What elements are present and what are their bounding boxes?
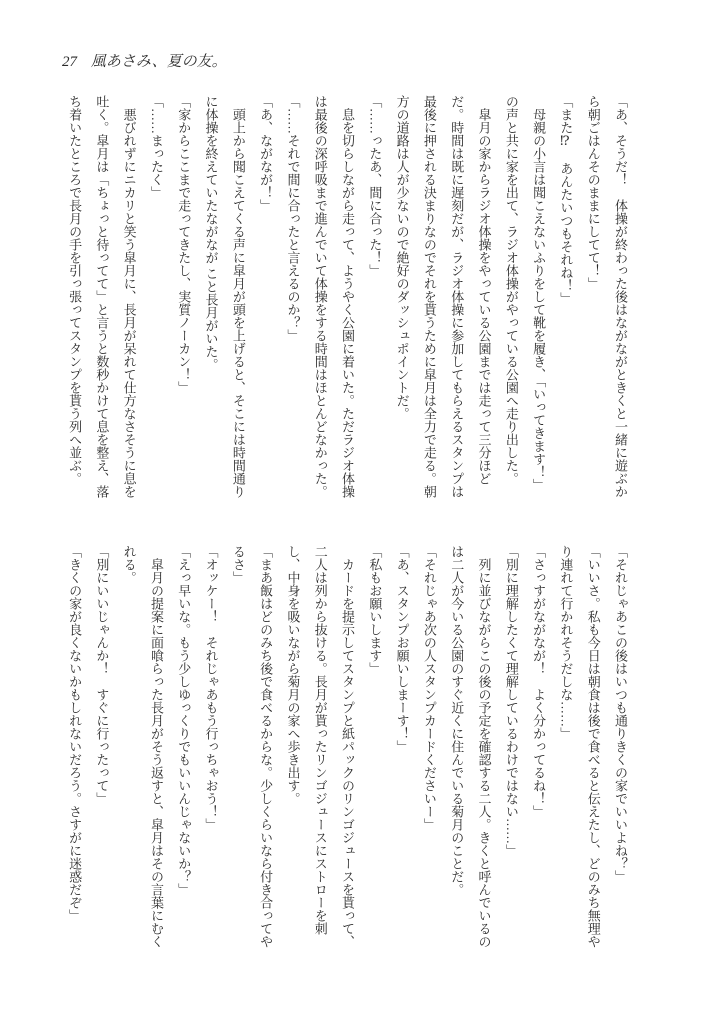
running-header	[62, 50, 227, 71]
text-line: 皐月の家からラジオ体操をやっている公園までは走って三分ほど	[476, 108, 492, 485]
page-number: 27	[62, 54, 77, 70]
text-line: 「えっ早いな。もう少しゆっくりでもいいんじゃないか？」	[176, 545, 192, 896]
text-line: の声と共に家を出て、ラジオ体操がやっている公園へ走り出した。	[503, 95, 519, 485]
text-line: 「別に理解したくて理解しているわけではない……」	[503, 545, 519, 857]
text-line: 「……それで間に合ったと言えるのか？」	[285, 95, 301, 342]
text-line: 「別にいいじゃんか！ すぐに行ったって」	[94, 545, 110, 805]
text-line: 「私もお願いします」	[367, 545, 383, 675]
text-line: 「きくの家が良くないかもしれないだろう。さすがに迷惑だぞ」	[67, 545, 83, 922]
text-line: ち着いたところで長月の手を引っ張ってスタンプを貰う列へ並ぶ。	[67, 95, 83, 485]
chapter-title: 風あさみ、夏の友。	[90, 54, 227, 70]
text-line: ら朝ごはんそのままにしてて！」	[585, 95, 601, 290]
text-line: 「それじゃあ次の人スタンプカードくださいー」	[421, 545, 437, 831]
text-line: 「あ、ながなが！」	[258, 95, 274, 212]
top-text-block	[60, 95, 634, 525]
text-line: 息を切らしながら走って、ようやく公園に着いた。ただラジオ体操	[340, 108, 356, 498]
text-line: れる。	[121, 545, 137, 584]
text-line: 列に並びながらこの後の予定を確認する二人。きくと呼んでいるの	[476, 558, 492, 948]
text-line: 頭上から聞こえてくる声に皐月が頭を上げると、そこには時間通り	[230, 108, 246, 498]
text-line: は最後の深呼吸まで進んでいて体操をする時間はほとんどなかった。	[312, 95, 328, 498]
text-line: し、中身を吸いながら菊月の家へ歩き出す。	[285, 545, 301, 805]
text-line: るさ」	[230, 545, 246, 584]
text-line: 「あ、そうだ！ 体操が終わった後はながながときくと一緒に遊ぶか	[613, 95, 628, 498]
text-line: り連れて行かれそうだしな……」	[558, 545, 574, 740]
text-line: 「さっすがながなが！ よく分かってるね！」	[531, 545, 547, 818]
text-line: 「あ、スタンプお願いしまーす！」	[394, 545, 410, 753]
text-line: 「オッケー！ それじゃあもう行っちゃおう！」	[203, 545, 219, 831]
text-line: 「……ったあ、間に合った！」	[367, 95, 383, 277]
text-line: 皐月の提案に面喰らった長月がそう返すと、皐月はその言葉にむく	[148, 558, 164, 948]
text-line: 「家からここまで走ってきたし、実質ノーカン！」	[176, 95, 192, 394]
text-line: は二人が今いる公園のすぐ近くに住んでいる菊月のことだ。	[449, 545, 465, 896]
text-line: 「……まったく」	[148, 95, 164, 199]
text-line: に体操を終えていたながなが こと長月がいた。	[203, 95, 219, 372]
text-line: 母親の小言は聞こえないふりをして靴を履き、「いってきます！」	[531, 108, 547, 492]
text-line: 最後に押される決まりなのでそれを貰うために皐月は全力で走る。朝	[421, 95, 437, 498]
text-line: 二人は列から抜ける。長月が貰ったリンゴジュースにストローを刺	[312, 545, 328, 935]
text-line: 吐く。皐月は「ちょっと待ってて」と言うと数秒かけて息を整え、落	[94, 95, 110, 498]
bottom-text-block	[60, 545, 634, 975]
text-line: カードを提示してスタンプと紙パックのリンゴジュースを貰って、	[340, 558, 356, 948]
text-line: 「まあ飯はどのみち後で食べるからな。少しくらいなら付き合ってや	[258, 545, 274, 948]
text-line: 「また⁉ あんたいつもそれね！」	[558, 95, 574, 305]
text-line: だ。時間は既に遅刻だが、ラジオ体操に参加してもらえるスタンプは	[449, 95, 465, 498]
text-line: 悪びれずにニカリと笑う皐月に、長月が呆れて仕方なさそうに息を	[121, 108, 137, 498]
text-line: 「それじゃあこの後はいつも通りきくの家でいいよね？」	[613, 545, 628, 883]
text-line: 「いいさ。私も今日は朝食は後で食べると伝えたし、どのみち無理や	[585, 545, 601, 948]
text-line: 方の道路は人が少ないので絶好のダッシュポイントだ。	[394, 95, 410, 420]
